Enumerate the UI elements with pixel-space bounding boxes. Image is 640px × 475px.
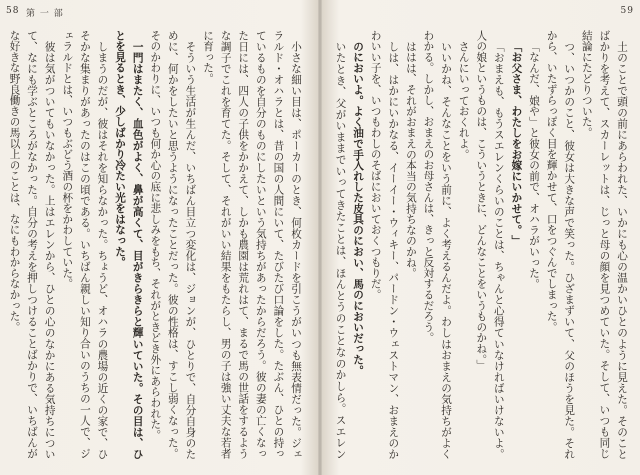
page-number: 58 (6, 6, 20, 16)
paragraph: つ、いつかのこと、彼女は大きな声で笑った。ひざまずいて、父のほうを見た。それから、いたずらっぽく目を輝かせて、口をつぐんでしまった。 (545, 30, 576, 459)
paragraph: そういう生活が生んだ、いちばん目立つ変化は、ジョンが、ひとりで、自分自身のために、何かをしたいと思うようになったことだった。彼の性格は、すこし弱くなった。そのかわりに、いつも何か心の底に悲しみをもち、それがときどき外にあらわれた。 (149, 30, 197, 459)
left-page-body (8, 30, 304, 459)
paragraph: いいかね、そんなことをいう前に、よく考えるんだよ。わしはおまえの気持ちがよくわかる。しかし、おまえのお母さんは、きっと反対するだろう。 (422, 30, 453, 459)
paragraph: 彼は気がついてもいなかった。上はエレンから、ひとの心のなかにある気持ちについて、なにも学ぶところがなかった。自分の考えを押しつけることばかりで、いちばんがな好きな野良働きの馬以上のことは、なにもわからなかった。 (8, 30, 56, 459)
section-title: 第 一 部 (26, 9, 64, 19)
right-page-body (334, 30, 630, 459)
paragraph: 土のことで頭の前にあらわれた、いかにも心の温かいひとのように見えた。そのことばかりを考えて、スカーレットは、じっと母の顔を見つめていた。そして、いつも同じ結論にたどりついた。 (580, 30, 628, 459)
right-page (322, 0, 640, 475)
paragraph: しまうのだが、彼はそれを知らなかった。ちょうど、オハラの農場の近くの家で、ひそかな集まりがあったのはこの頃である。いちばん親しい知り合いのうちの一人で、ジェラルドとは、いつもぶどう酒の杯をかわしていた。 (61, 30, 109, 459)
paragraph: いたとき、父がいままでいってきたことは、ほんとうのことなのかしら。スエレン (334, 40, 347, 459)
paragraph: 「なんだ、娘や」と彼女の前で、オハラがいった。 (528, 40, 541, 289)
paragraph: 「おまえも、もうスエレンくらいのことは、ちゃんと心得ていなければいけないよ。人の娘というものは、こういうときに、どんなことをいうものかね。」 (475, 30, 505, 459)
paragraph: しは、はかにいかなる、イーイー・ウィキー、パードン・ウェストマン、おまえのかわいい子を、いつもわしのそばにおいておくつもりだ。 (369, 30, 400, 459)
paragraph: 小さな細い目は、ポーカーのとき、何枚カードを引こうがいつも無表情だった。ジェラルド・オハラとは、昔の国の人間にいて、たびたび口論をした。たぶん、ひとの持っているものを自分のものにしたいという気持ちがあったからだろう。彼の妻の亡くなった日には、四人の子供をかかえて、しかも農園は荒れはて、まるで馬の世話をするような調子でこれを育てた。そして、それがいい結果をもたらし、男の子は強い丈夫な若者に育った。 (202, 30, 302, 459)
page-number: 59 (620, 6, 634, 16)
paragraph: 一門はまたく、血色がよく、鼻が高くて、目がきらきらと輝いていた。その目は、ひとを見るとき、少しばかり冷たい光をはなった。 (114, 30, 144, 459)
left-page (0, 0, 318, 475)
paragraph: さんにいっておくれよ。 (457, 40, 470, 160)
paragraph: のにおいよ。よく油で手入れした皮具のにおい、馬のにおいだった。 (352, 40, 365, 376)
paragraph: 「お父さま、わたしをお嫁にいかせて。」 (510, 40, 523, 246)
paragraph: ははは、それがおまえの本当の気持ちなのかね。 (404, 40, 417, 279)
